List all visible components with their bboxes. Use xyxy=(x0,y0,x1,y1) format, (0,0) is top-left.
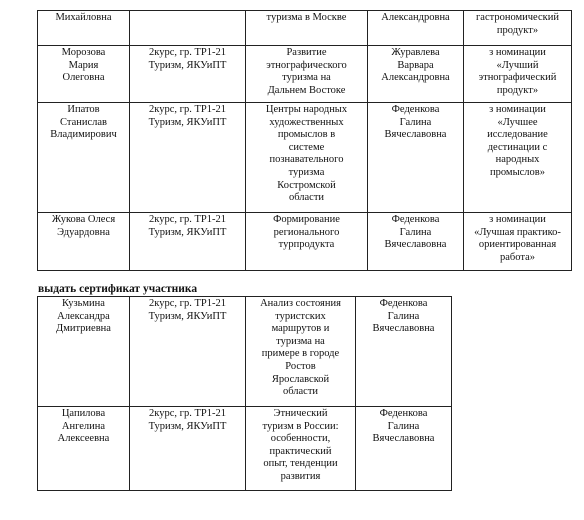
supervisor-name: Феденкова Галина Вячеславовна xyxy=(368,213,464,271)
supervisor-name: Александровна xyxy=(368,11,464,46)
student-name: Цапилова Ангелина Алексеевна xyxy=(38,407,130,491)
award-nomination: з номинации «Лучшее исследование дестинации с народных промыслов» xyxy=(464,103,572,213)
student-course: 2курс, гр. ТР1-21 Туризм, ЯКУиПТ xyxy=(130,46,246,103)
research-topic: Формирование регионального турпродукта xyxy=(246,213,368,271)
student-name: Жукова Олеся Эдуардовна xyxy=(38,213,130,271)
student-course xyxy=(130,11,246,46)
student-name: Михайловна xyxy=(38,11,130,46)
supervisor-name: Феденкова Галина Вячеславовна xyxy=(356,407,452,491)
winners-table xyxy=(37,10,572,271)
student-name: Кузьмина Александра Дмитриевна xyxy=(38,297,130,407)
supervisor-name: Феденкова Галина Вячеславовна xyxy=(368,103,464,213)
research-topic: туризма в Москве xyxy=(246,11,368,46)
student-name: Морозова Мария Олеговна xyxy=(38,46,130,103)
participants-heading: выдать сертификат участника xyxy=(38,283,198,295)
award-nomination: з номинации «Лучший этнографический продукт» xyxy=(464,46,572,103)
supervisor-name: Журавлева Варвара Александровна xyxy=(368,46,464,103)
research-topic: Этнический туризм в России: особенности, практический опыт, тенденции развития xyxy=(246,407,356,491)
table-row xyxy=(38,407,452,491)
table-row xyxy=(38,213,572,271)
student-course: 2курс, гр. ТР1-21 Туризм, ЯКУиПТ xyxy=(130,213,246,271)
student-course: 2курс, гр. ТР1-21 Туризм, ЯКУиПТ xyxy=(130,297,246,407)
supervisor-name: Феденкова Галина Вячеславовна xyxy=(356,297,452,407)
table-row xyxy=(38,297,452,407)
table-row xyxy=(38,103,572,213)
student-course: 2курс, гр. ТР1-21 Туризм, ЯКУиПТ xyxy=(130,407,246,491)
award-nomination: гастрономический продукт» xyxy=(464,11,572,46)
research-topic: Анализ состояния туристских маршрутов и туризма на примере в городе Ростов Ярославской области xyxy=(246,297,356,407)
research-topic: Центры народных художественных промыслов в системе познавательного туризма Костромской области xyxy=(246,103,368,213)
student-course: 2курс, гр. ТР1-21 Туризм, ЯКУиПТ xyxy=(130,103,246,213)
student-name: Ипатов Станислав Владимирович xyxy=(38,103,130,213)
research-topic: Развитие этнографического туризма на Дальнем Востоке xyxy=(246,46,368,103)
award-nomination: з номинации «Лучшая практико- ориентированная работа» xyxy=(464,213,572,271)
participants-table xyxy=(37,296,452,491)
table-row xyxy=(38,46,572,103)
table-row xyxy=(38,11,572,46)
